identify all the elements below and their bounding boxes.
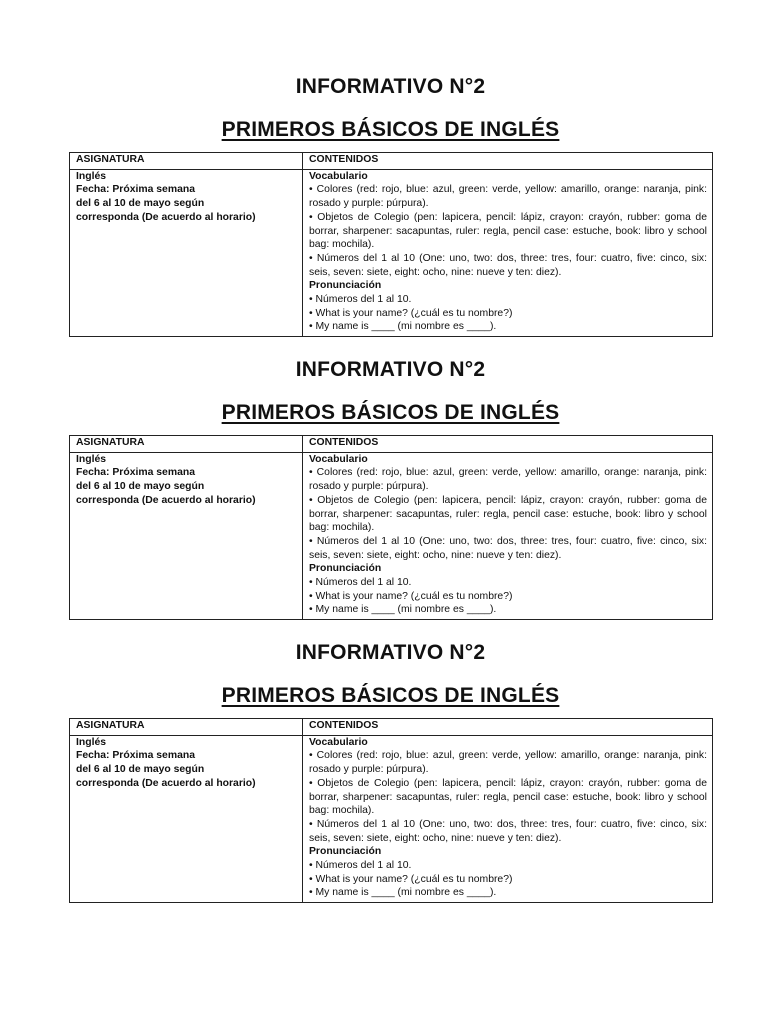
table-row [70,452,713,619]
document-subtitle: PRIMEROS BÁSICOS DE INGLÉS [221,118,560,141]
subject-cell [70,735,303,902]
table-row [70,169,713,336]
header-asignatura: ASIGNATURA [70,153,303,170]
pronunciation-item-2: • What is your name? (¿cuál es tu nombre?) [309,307,513,319]
pronunciation-heading: Pronunciación [309,846,382,858]
header-asignatura: ASIGNATURA [70,719,303,736]
info-block-2 [69,358,712,620]
date-line-2: del 6 al 10 de mayo según [76,198,205,210]
contents-cell [303,735,713,902]
date-line-3: corresponda (De acuerdo al horario) [76,777,256,789]
pronunciation-heading: Pronunciación [309,280,382,292]
header-contenidos: CONTENIDOS [303,719,713,736]
pronunciation-heading: Pronunciación [309,563,382,575]
date-line-3: corresponda (De acuerdo al horario) [76,211,256,223]
date-line-1: Fecha: Próxima semana [76,467,195,479]
subject-cell [70,452,303,619]
vocabulary-heading: Vocabulario [309,453,368,465]
date-line-1: Fecha: Próxima semana [76,750,195,762]
school-objects-item: • Objetos de Colegio (pen: lapicera, pencil: lápiz, crayon: crayón, rubber: goma de borrar, sharpener: sacapuntas, ruler: regla, pencil case: estuche, book: libro y school bag: mochila). [309,494,707,534]
pronunciation-item-2: • What is your name? (¿cuál es tu nombre?) [309,590,513,602]
vocabulary-heading: Vocabulario [309,736,368,748]
pronunciation-item-3: • My name is ____ (mi nombre es ____). [309,321,497,333]
subject-name: Inglés [76,170,107,182]
colors-item: • Colores (red: rojo, blue: azul, green: verde, yellow: amarillo, orange: naranja, pink: rosado y purple: púrpura). [309,750,707,776]
school-objects-item: • Objetos de Colegio (pen: lapicera, pencil: lápiz, crayon: crayón, rubber: goma de borrar, sharpener: sacapuntas, ruler: regla, pencil case: estuche, book: libro y school bag: mochila). [309,777,707,817]
school-objects-item: • Objetos de Colegio (pen: lapicera, pencil: lápiz, crayon: crayón, rubber: goma de borrar, sharpener: sacapuntas, ruler: regla, pencil case: estuche, book: libro y school bag: mochila). [309,211,707,251]
header-contenidos: CONTENIDOS [303,153,713,170]
pronunciation-item-3: • My name is ____ (mi nombre es ____). [309,887,497,899]
numbers-item: • Números del 1 al 10 (One: uno, two: dos, three: tres, four: cuatro, five: cinco, six: seis, seven: siete, eight: ocho, nine: nueve y ten: diez). [309,818,707,844]
info-table [69,718,713,903]
info-block-3 [69,641,712,903]
contents-cell [303,169,713,336]
document-subtitle: PRIMEROS BÁSICOS DE INGLÉS [221,684,560,707]
header-contenidos: CONTENIDOS [303,436,713,453]
header-asignatura: ASIGNATURA [70,436,303,453]
table-header-row [70,436,713,453]
date-line-2: del 6 al 10 de mayo según [76,764,205,776]
numbers-item: • Números del 1 al 10 (One: uno, two: dos, three: tres, four: cuatro, five: cinco, six: seis, seven: siete, eight: ocho, nine: nueve y ten: diez). [309,252,707,278]
document-title: INFORMATIVO N°2 [295,641,486,664]
table-header-row [70,153,713,170]
colors-item: • Colores (red: rojo, blue: azul, green: verde, yellow: amarillo, orange: naranja, pink: rosado y purple: púrpura). [309,184,707,210]
vocabulary-heading: Vocabulario [309,170,368,182]
contents-cell [303,452,713,619]
colors-item: • Colores (red: rojo, blue: azul, green: verde, yellow: amarillo, orange: naranja, pink: rosado y purple: púrpura). [309,467,707,493]
pronunciation-item-1: • Números del 1 al 10. [309,294,412,306]
subject-name: Inglés [76,453,107,465]
info-block-1 [69,75,712,337]
document-subtitle: PRIMEROS BÁSICOS DE INGLÉS [221,401,560,424]
table-header-row [70,719,713,736]
date-line-2: del 6 al 10 de mayo según [76,481,205,493]
info-table [69,435,713,620]
pronunciation-item-3: • My name is ____ (mi nombre es ____). [309,604,497,616]
info-table [69,152,713,337]
subject-name: Inglés [76,736,107,748]
document-title: INFORMATIVO N°2 [295,75,486,98]
pronunciation-item-1: • Números del 1 al 10. [309,577,412,589]
numbers-item: • Números del 1 al 10 (One: uno, two: dos, three: tres, four: cuatro, five: cinco, six: seis, seven: siete, eight: ocho, nine: nueve y ten: diez). [309,535,707,561]
pronunciation-item-2: • What is your name? (¿cuál es tu nombre?) [309,873,513,885]
subject-cell [70,169,303,336]
pronunciation-item-1: • Números del 1 al 10. [309,860,412,872]
table-row [70,735,713,902]
date-line-3: corresponda (De acuerdo al horario) [76,494,256,506]
document-title: INFORMATIVO N°2 [295,358,486,381]
date-line-1: Fecha: Próxima semana [76,184,195,196]
